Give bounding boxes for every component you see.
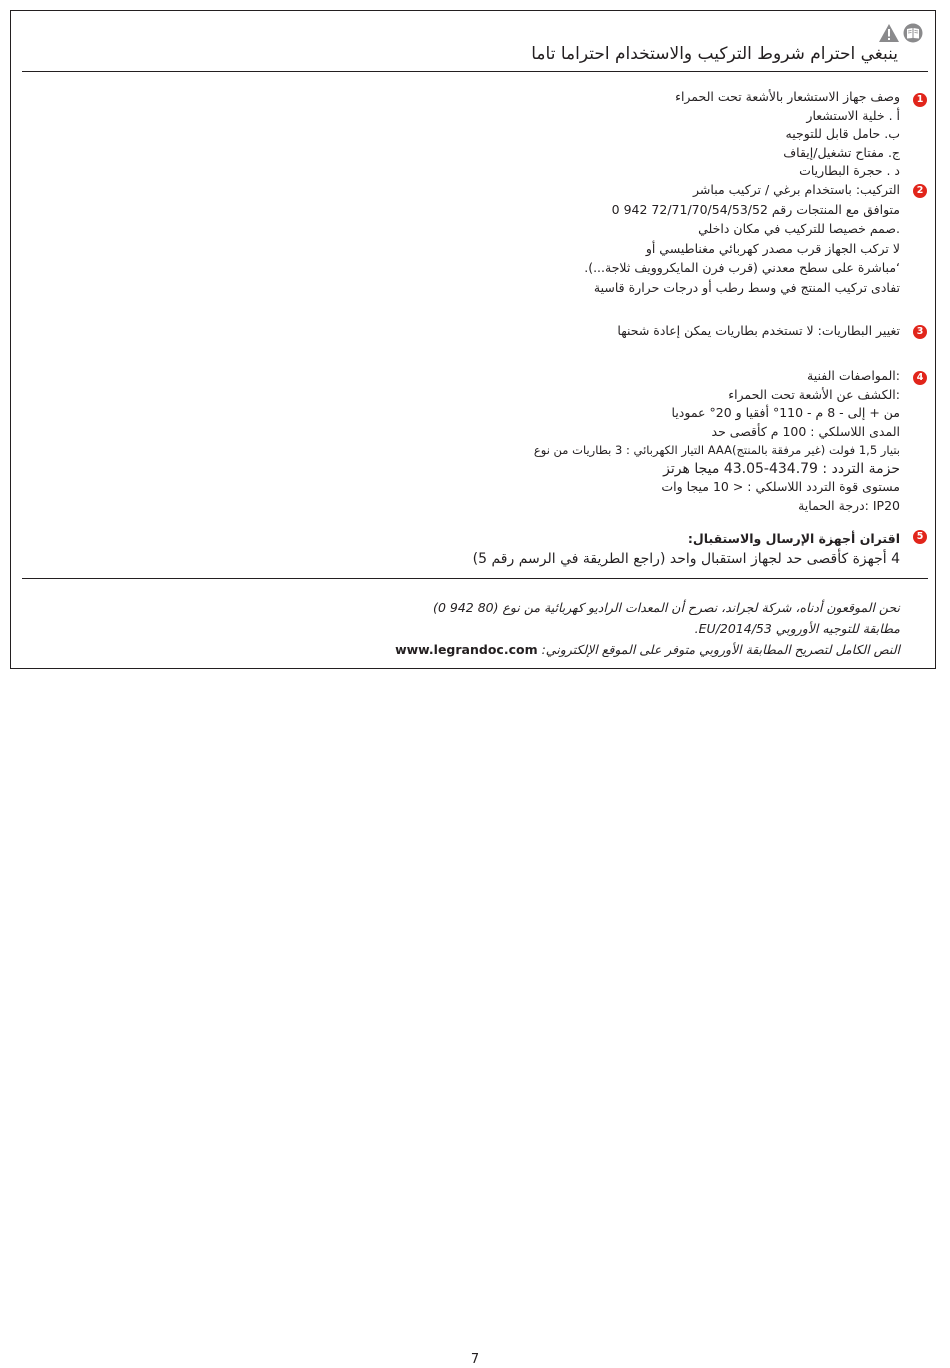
section-1-item-b: ب. حامل قابل للتوجيه: [785, 126, 900, 141]
declaration-text: النص الكامل لتصريح المطابقة الأوروبي متوفر على الموقع الإلكتروني:: [541, 642, 900, 657]
section-2-installation: [584, 180, 900, 297]
section-4-protection: IP20 :درجة الحماية: [798, 497, 900, 513]
page-title: ينبغي احترام شروط التركيب والاستخدام احتراما تاما: [531, 44, 898, 64]
declaration-divider: [22, 578, 928, 579]
section-2-warning-3: تفادى تركيب المنتج في وسط رطب أو درجات حرارة قاسية: [593, 279, 900, 295]
section-1-item-d: د . حجرة البطاريات: [799, 163, 900, 178]
section-5-text: 4 أجهزة كأقصى حد لجهاز استقبال واحد (راجع الطريقة في الرسم رقم 5): [472, 551, 900, 567]
section-4-rf-power: مستوى قوة التردد اللاسلكي : < 10 ميجا وات: [661, 479, 900, 494]
section-2-warning-2: ‘مباشرة على سطح معدني (قرب فرن المايكروويف ثلاجة...).: [584, 260, 900, 275]
page-number: 7: [470, 1352, 480, 1367]
section-4-frequency: حزمة التردد : 434.79-43.05 ميجا هرتز: [663, 460, 900, 477]
section-1-item-a: أ . خلية الاستشعار: [806, 107, 900, 123]
section-2-indoor: .صمم خصيصا للتركيب في مكان داخلي: [698, 221, 900, 236]
declaration-line-1: نحن الموقعون أدناه، شركة لجراند، نصرح أن المعدات الراديو كهربائية من نوع (80 942 0): [433, 600, 900, 615]
section-5-heading: اقتران أجهزة الإرسال والاستقبال:: [687, 531, 900, 546]
section-3-text: تغيير البطاريات: لا تستخدم بطاريات يمكن إعادة شحنها: [617, 323, 900, 338]
section-4-range: من + إلى - 8 م - 110° أفقيا و 20° عموديا: [671, 405, 900, 420]
section-number-4: 4: [913, 371, 927, 385]
section-1-description: [675, 88, 900, 181]
title-divider: [22, 71, 928, 72]
section-number-5: 5: [913, 530, 927, 544]
section-number-1: 1: [913, 93, 927, 107]
declaration-line-3: [395, 639, 900, 660]
section-5-pairing: [473, 528, 900, 570]
section-4-ir-detection: :الكشف عن الأشعة تحت الحمراء: [728, 386, 900, 402]
section-4-heading: :المواصفات الفنية: [807, 368, 900, 383]
legrandoc-link[interactable]: www.legrandoc.com: [395, 642, 538, 657]
section-2-heading: التركيب: باستخدام برغي / تركيب مباشر: [693, 182, 900, 197]
section-4-power: بتيار 1,5 فولت (غير مرفقة بالمنتج)AAA التيار الكهربائي : 3 بطاريات من نوع: [533, 443, 900, 457]
manual-book-icon: [903, 23, 923, 43]
section-1-item-c: ج. مفتاح تشغيل/إيقاف: [783, 144, 900, 160]
section-2-warning-1: لا تركب الجهاز قرب مصدر كهربائي مغناطيسي أو: [645, 240, 900, 256]
section-number-2: 2: [913, 184, 927, 198]
section-4-radio-range: المدى اللاسلكي : 100 م كأقصى حد: [711, 423, 900, 439]
section-3-batteries: [617, 322, 900, 341]
section-4-specifications: [534, 367, 900, 515]
section-1-heading: وصف جهاز الاستشعار بالأشعة تحت الحمراء: [675, 89, 900, 104]
declaration-line-2: مطابقة للتوجيه الأوروبي EU/2014/53.: [694, 621, 900, 636]
section-2-compatible: متوافق مع المنتجات رقم 72/71/70/54/53/52 942 0: [611, 201, 900, 217]
warning-triangle-icon: [878, 23, 900, 43]
conformity-declaration: [395, 597, 900, 660]
header-icons: [878, 23, 923, 43]
section-number-3: 3: [913, 325, 927, 339]
